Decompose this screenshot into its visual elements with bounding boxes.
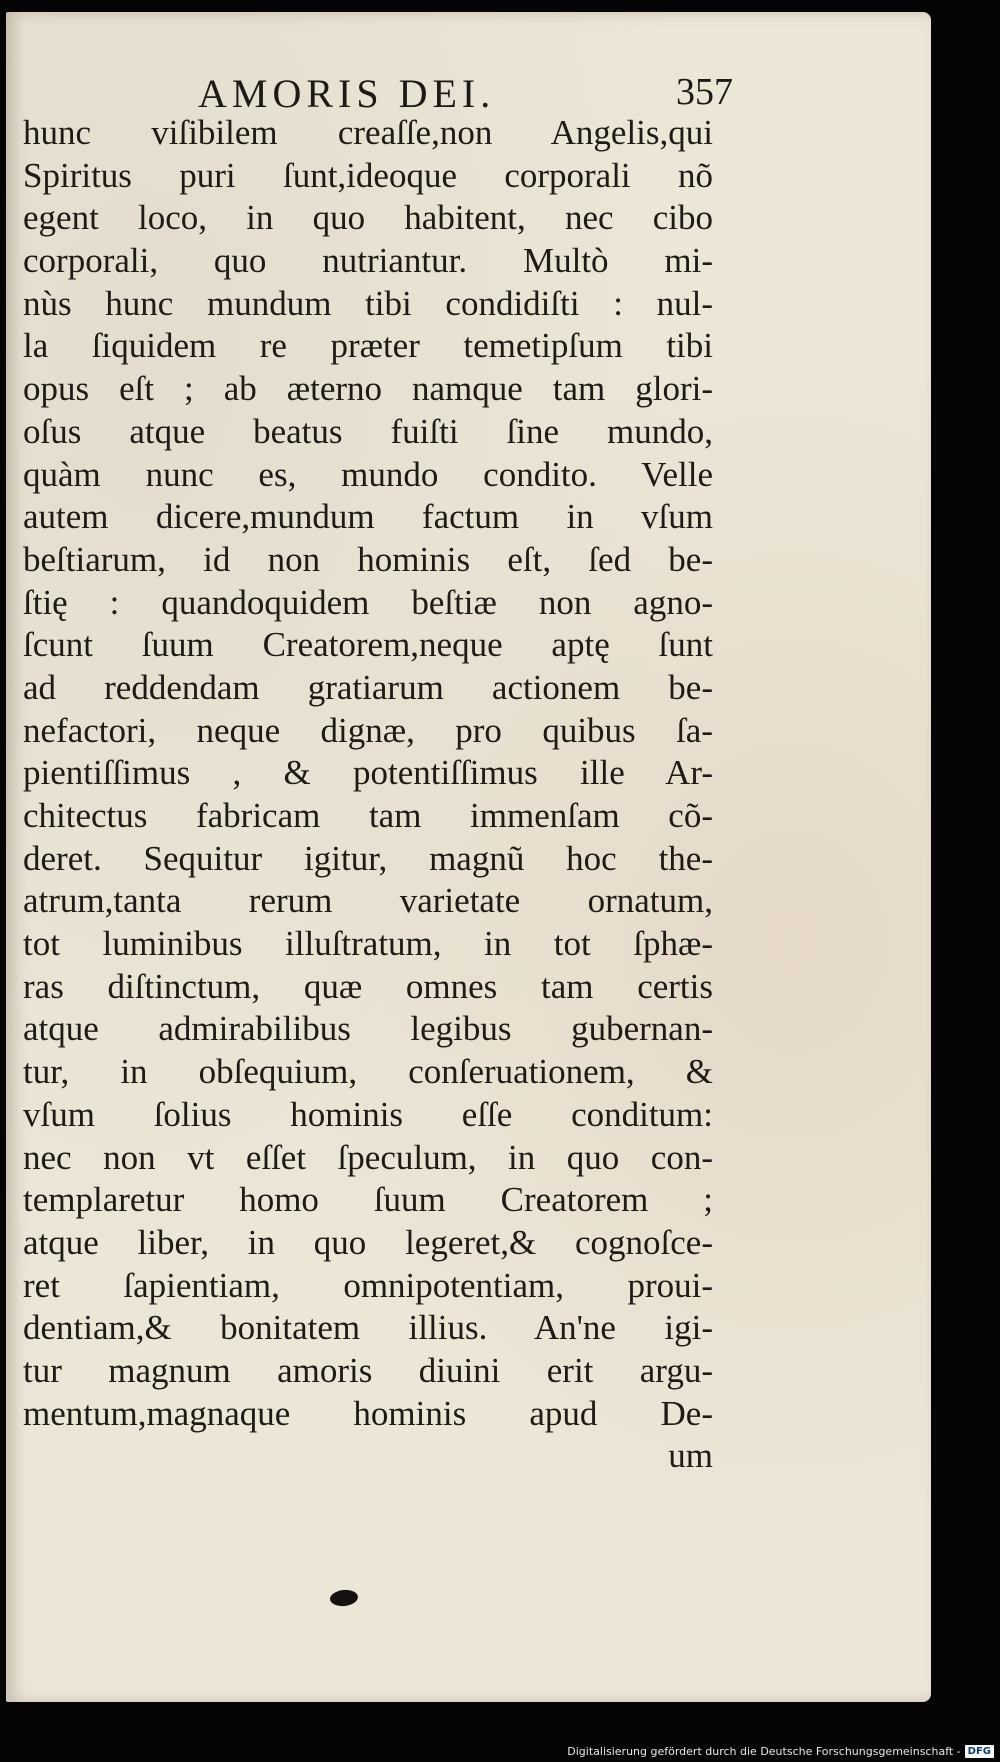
text-line: hunc viſibilem creaſſe,non Angelis,qui: [23, 113, 713, 152]
text-line: atque admirabilibus legibus gubernan-: [23, 1009, 713, 1049]
text-line: oſus atque beatus fuiſti ſine mundo,: [23, 411, 713, 451]
catchword: um: [668, 1436, 713, 1476]
text-line: quàm nunc es, mundo condito. Velle: [23, 454, 713, 494]
text-line: ad reddendam gratiarum actionem be-: [23, 667, 713, 707]
text-line: opus eſt ; ab æterno namque tam glori-: [23, 369, 713, 409]
text-line: vſum ſolius hominis eſſe conditum:: [23, 1094, 713, 1134]
text-line: atrum,tanta rerum varietate ornatum,: [23, 881, 713, 921]
text-line: deret. Sequitur igitur, magnũ hoc the-: [23, 838, 713, 878]
text-line: autem dicere,mundum factum in vſum: [23, 497, 713, 537]
digitization-footer: [567, 1745, 994, 1758]
text-line: tot luminibus illuſtratum, in tot ſphæ-: [23, 924, 713, 964]
text-line: la ſiquidem re præter temetipſum tibi: [23, 326, 713, 366]
text-line: ras diſtinctum, quæ omnes tam certis: [23, 966, 713, 1006]
text-line: mentum,magnaque hominis apud De-: [23, 1393, 713, 1433]
text-line: ret ſapientiam, omnipotentiam, proui-: [23, 1265, 713, 1305]
text-line: Spiritus puri ſunt,ideoque corporali nõ: [23, 155, 713, 195]
text-line: chitectus fabricam tam immenſam cõ-: [23, 796, 713, 835]
text-line: corporali, quo nutriantur. Multò mi-: [23, 241, 713, 281]
text-line: nec non vt eſſet ſpeculum, in quo con-: [23, 1137, 713, 1177]
text-line: nùs hunc mundum tibi condidiſti : nul-: [23, 283, 713, 323]
book-page: [6, 12, 931, 1702]
dfg-logo: DFG: [965, 1745, 994, 1758]
text-line: ſcunt ſuum Creatorem,neque aptę ſunt: [23, 625, 713, 665]
text-line: tur magnum amoris diuini erit argu-: [23, 1350, 713, 1390]
text-line: pientiſſimus , & potentiſſimus ille Ar-: [23, 753, 713, 793]
text-line: beſtiarum, id non hominis eſt, ſed be-: [23, 539, 713, 579]
ink-blot-mark: [329, 1589, 359, 1608]
text-line: egent loco, in quo habitent, nec cibo: [23, 198, 713, 238]
page-number: 357: [676, 71, 733, 113]
funding-credit: Digitalisierung gefördert durch die Deutsche Forschungsgemeinschaft -: [567, 1745, 961, 1758]
running-head: AMORIS DEI.: [198, 71, 496, 116]
text-line: tur, in obſequium, conſeruationem, &: [23, 1052, 713, 1092]
text-line: atque liber, in quo legeret,& cognoſce-: [23, 1222, 713, 1262]
text-line: dentiam,& bonitatem illius. An'ne igi-: [23, 1308, 713, 1348]
text-line: ſtię : quandoquidem beſtiæ non agno-: [23, 582, 713, 622]
body-text: [23, 112, 713, 1478]
text-line: templaretur homo ſuum Creatorem ;: [23, 1180, 713, 1220]
text-line: nefactori, neque dignæ, pro quibus ſa-: [23, 710, 713, 750]
